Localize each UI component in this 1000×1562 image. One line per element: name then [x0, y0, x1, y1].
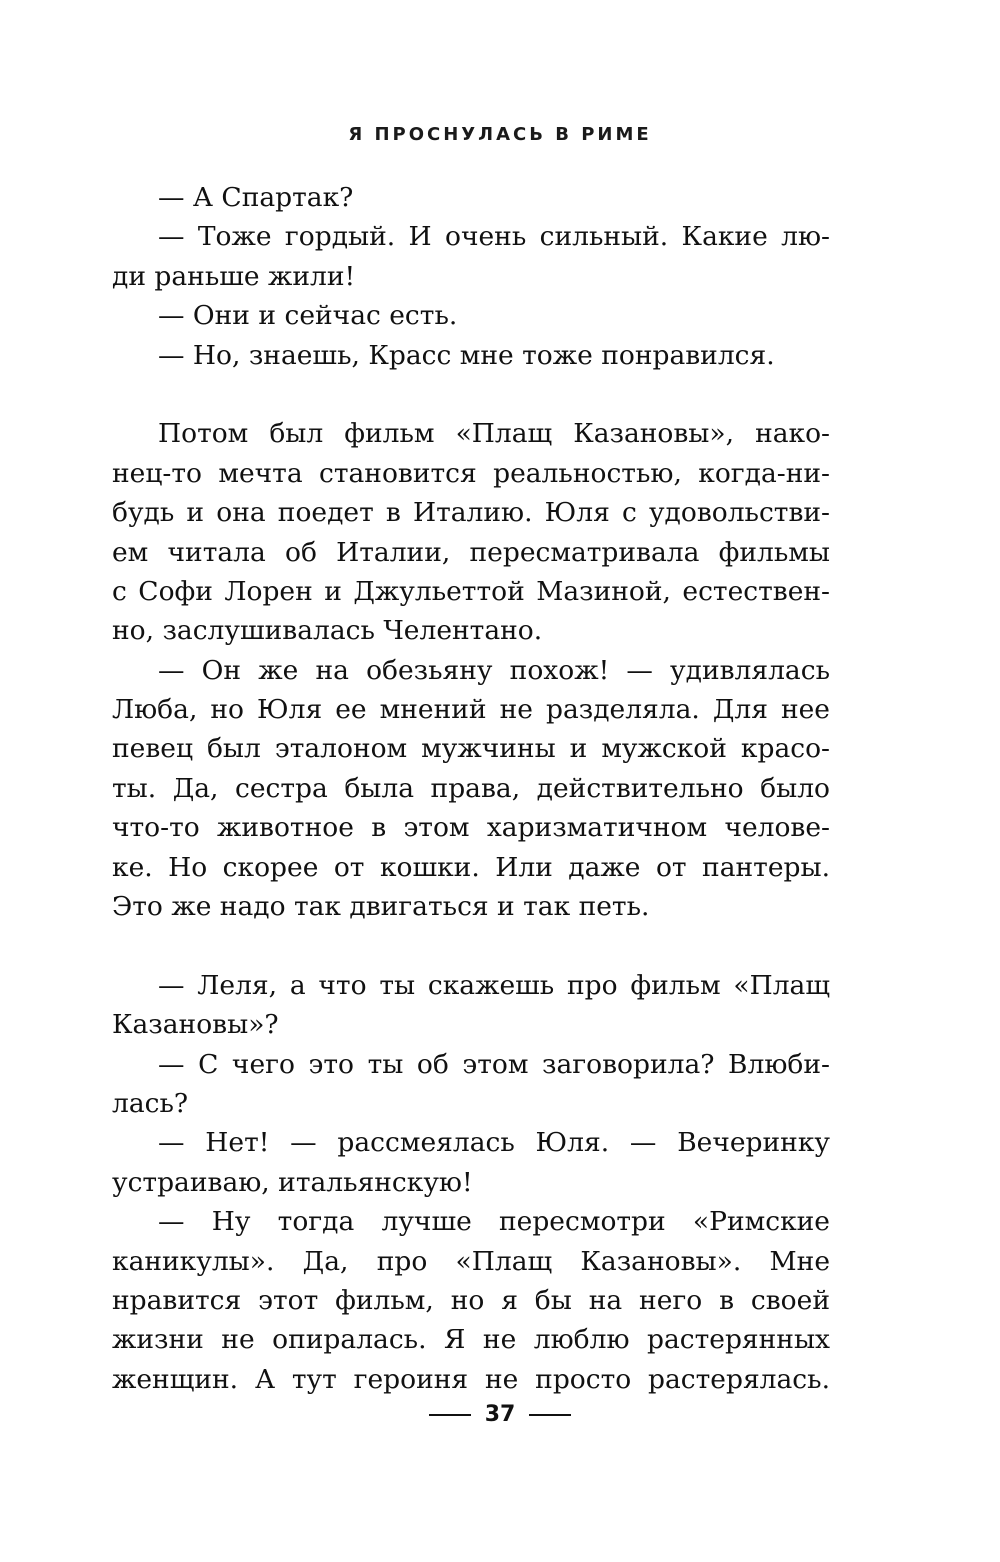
text-line: ке. Но скорее от кошки. Или даже от пантеры.: [112, 851, 830, 883]
page-number: 37: [484, 1402, 516, 1427]
text-line: Потом был фильм «Плащ Казановы», нако-: [158, 418, 830, 450]
text-line: будь и она поедет в Италию. Юля с удовольстви-: [112, 497, 830, 529]
text-line: нец-то мечта становится реальностью, когда-ни-: [112, 457, 830, 489]
running-head: Я ПРОСНУЛАСЬ В РИМЕ: [348, 124, 652, 145]
text-line: ты. Да, сестра была права, действительно было: [112, 772, 830, 804]
text-line: нравится этот фильм, но я бы на него в своей: [112, 1284, 830, 1316]
text-line: — Но, знаешь, Красс мне тоже понравился.: [158, 339, 775, 371]
text-line: лась?: [112, 1087, 189, 1119]
folio-dash-left: [429, 1414, 471, 1416]
text-line: — С чего это ты об этом заговорила? Влюби-: [158, 1048, 830, 1080]
text-line: каникулы». Да, про «Плащ Казановы». Мне: [112, 1245, 830, 1277]
text-line: — Леля, а что ты скажешь про фильм «Плащ: [158, 969, 830, 1001]
paragraph-gap: [112, 926, 830, 965]
page-folio: [0, 1402, 1000, 1427]
text-line: — Они и сейчас есть.: [158, 300, 458, 332]
text-line: ем читала об Италии, пересматривала фильмы: [112, 536, 830, 568]
text-line: с Софи Лорен и Джульеттой Мазиной, естествен-: [112, 575, 830, 607]
text-line: — Ну тогда лучше пересмотри «Римские: [158, 1206, 830, 1238]
text-line: Это же надо так двигаться и так петь.: [112, 891, 650, 923]
text-line: — Нет! — рассмеялась Юля. — Вечеринку: [158, 1127, 830, 1159]
text-line: — Тоже гордый. И очень сильный. Какие лю-: [158, 221, 830, 253]
body-text: [112, 178, 830, 1399]
text-line: устраиваю, итальянскую!: [112, 1166, 473, 1198]
text-line: певец был эталоном мужчины и мужской красо-: [112, 733, 830, 765]
text-line: Казановы»?: [112, 1009, 279, 1041]
text-line: Люба, но Юля ее мнений не разделяла. Для нее: [112, 694, 830, 726]
text-line: жизни не опиралась. Я не люблю растерянных: [112, 1324, 830, 1356]
text-line: что-то животное в этом харизматичном челове-: [112, 812, 830, 844]
text-line: женщин. А тут героиня не просто растерялась.: [112, 1363, 830, 1395]
text-line: — А Спартак?: [158, 182, 354, 213]
folio-dash-right: [529, 1414, 571, 1416]
text-line: но, заслушивалась Челентано.: [112, 615, 543, 647]
paragraph-gap: [112, 375, 830, 414]
text-line: — Он же на обезьяну похож! — удивлялась: [158, 654, 830, 686]
text-line: ди раньше жили!: [112, 260, 356, 292]
